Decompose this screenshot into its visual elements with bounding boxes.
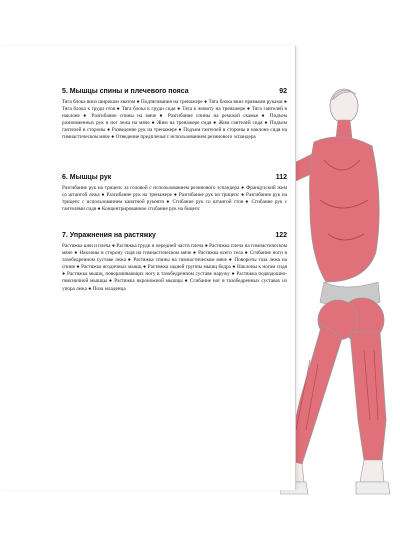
section-heading <box>62 232 287 239</box>
section-title: 6. Мышцы рук <box>62 174 112 181</box>
section-heading <box>62 88 287 95</box>
section-page-number: 122 <box>275 232 287 239</box>
section-exercise-list: Разгибание рук на трицепс за головой с использованием резинового эспандера ● Французский жим со штангой лежа ● Разгибание рук на тренажере ● Разгибание рук на трицепс ● Разгибание рук на трицепс с использованием канатной рукояти ● Сгибание рук со штангой стоя ● Сгибание рук с гантелями сидя ● Концентрированное сгибание рук на бицепс <box>62 185 287 213</box>
toc-panel <box>0 46 296 490</box>
toc-section-stretching <box>62 232 287 293</box>
section-title: 7. Упражнения на растяжку <box>62 232 156 239</box>
section-heading <box>62 174 287 181</box>
toc-section-arms <box>62 174 287 213</box>
toc-section-back-shoulders <box>62 88 287 142</box>
section-exercise-list: Растяжка шеи и плеча ● Растяжка груди и передней части плеча ● Растяжка плеча на гимнастическом мяче ● Наклоны в сторону сидя на гимнастическом мяче ● Растяжка всего тела ● Сгибание ноги в тазобедренном суставе лежа ● Растяжка спины на гимнастическом мяче ● Повороты таза лежа на спине ● Растяжка ягодичных мышц ● Растяжка задней группы мышц бедра ● Наклоны к ногам сидя ● Растяжка мышц, поворачивающих ногу в тазобедренном суставе наружу ● Растяжка подвздошно-поясничной мышцы ● Растяжка икроножной мышцы ● Сгибание ног в тазобедренных суставах из упора лежа ● Поза младенца <box>62 243 287 292</box>
section-exercise-list: Тяга блока вниз широким хватом ● Подтягивания на тренажере ● Тяга блока вниз прямыми руками ● Тяга блока к груди стоя ● Тяга блока к груди сидя ● Тяга к животу на тренажере ● Тяга гантелей в наклоне ● Разгибание спины на мяче ● Разгибание спины на ремской скамье ● Подъем разноименных рук и ног лежа на мяче ● Жим на тренажере сидя ● Жим гантелей сидя ● Подъем гантелей в стороны ● Разведение рук на тренажере ● Подъем гантелей в стороны в наклоне сидя на гимнастическом мяче ● Отведение предплечья с использованием резинового эспандера <box>62 99 287 141</box>
section-page-number: 92 <box>279 88 287 95</box>
section-page-number: 112 <box>275 174 287 181</box>
section-title: 5. Мышцы спины и плечевого пояса <box>62 88 189 95</box>
anatomy-illustration <box>280 20 400 520</box>
